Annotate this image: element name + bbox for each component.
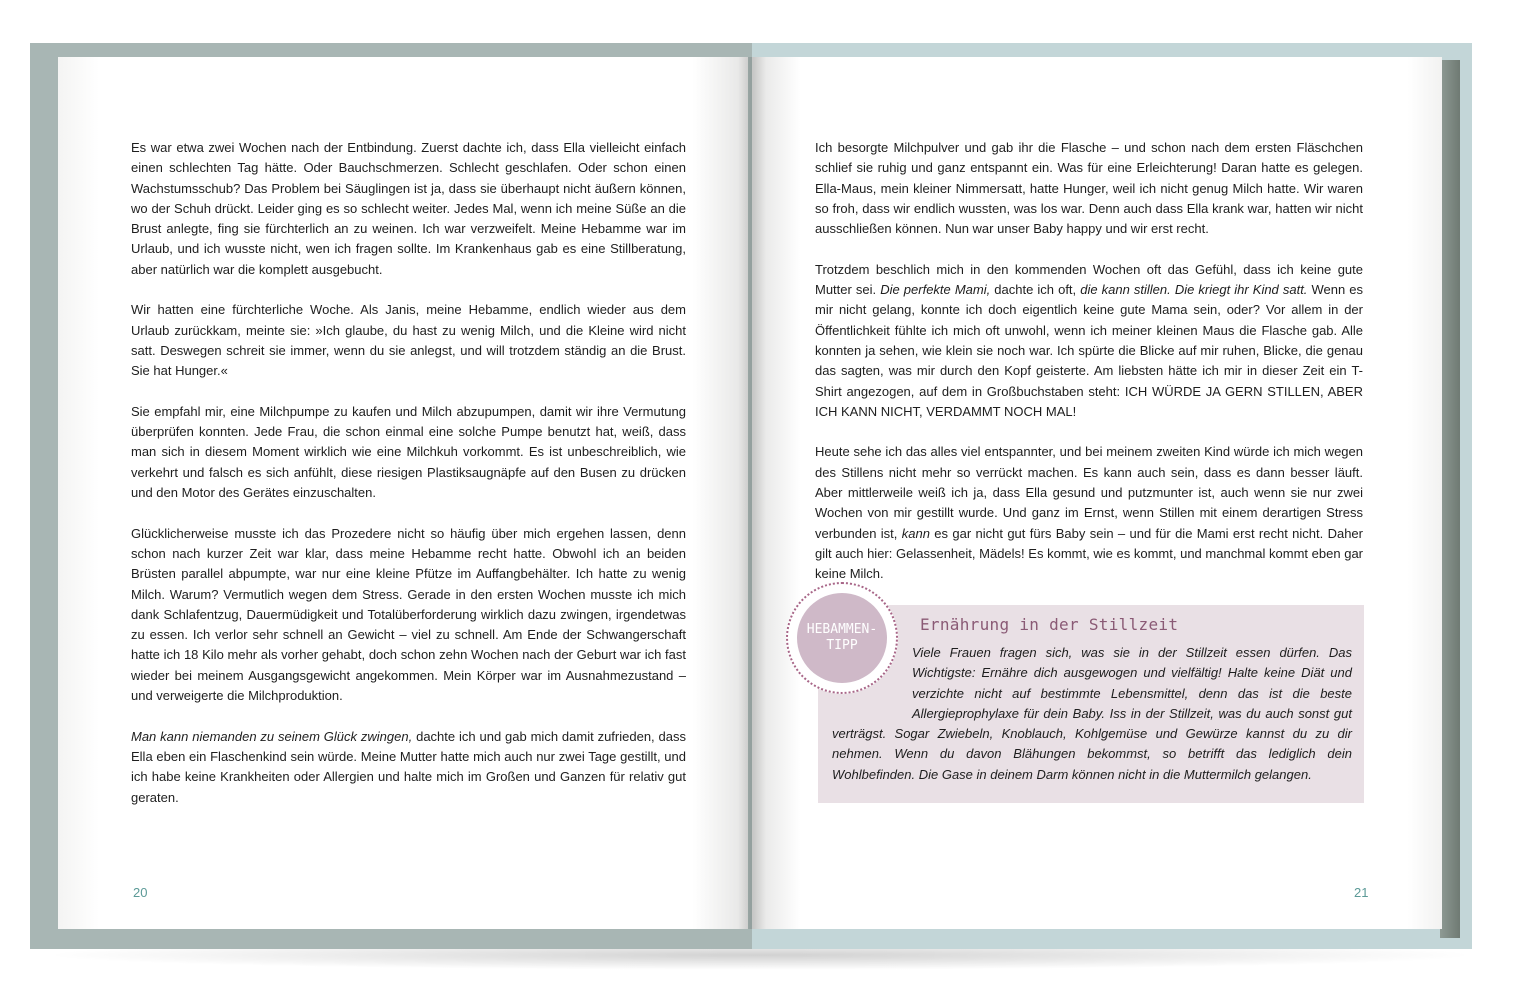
- page-block-edge: [1440, 60, 1460, 938]
- left-page-text: [131, 138, 686, 808]
- italic-phrase: die kann stillen. Die kriegt ihr Kind satt.: [1080, 282, 1308, 298]
- text-run: Wenn es mir nicht gelang, konnte ich doch eigentlich keine gute Mama sein, oder? Vor allem in der Öffentlichkeit fühlte ich mich oft unwohl, wenn ich meiner kleinen Maus die Flasche gab. Alle konnten ja sehen, wie klein sie noch war. Ich spürte die Blicke auf mir ruhen, Blicke, die genau das sagten, was mir durch den Kopf geisterte. Am liebsten hätte ich mir in dieser Zeit ein T-Shirt angezogen, auf dem in Großbuchstaben steht: ICH WÜRDE JA GERN STILLEN, ABER ICH KANN NICHT, VERDAMMT NOCH MAL!: [815, 282, 1364, 419]
- tip-badge: [797, 593, 887, 683]
- italic-phrase: kann: [901, 525, 930, 541]
- book-gutter: [738, 57, 766, 929]
- paragraph: [815, 442, 1363, 584]
- text-run: es gar nicht gut fürs Baby sein – und für die Mami erst recht nicht. Daher gilt auch hier: Gelassenheit, Mädels! Es kommt, wie es kommt, und manchmal kommt eben gar keine Milch.: [815, 525, 1363, 582]
- text-run: dachte ich oft,: [990, 282, 1081, 298]
- italic-phrase: Man kann niemanden zu seinem Glück zwingen,: [131, 728, 413, 744]
- paragraph: [131, 727, 686, 808]
- badge-line: HEBAMMEN-: [806, 622, 878, 637]
- paragraph: [815, 260, 1363, 422]
- paragraph: Es war etwa zwei Wochen nach der Entbindung. Zuerst dachte ich, dass Ella vielleicht einfach einen schlechten Tag hätte. Oder Bauchschmerzen. Schlecht geschlafen. Oder schon einen Wachstumsschub? Das Problem bei Säuglingen ist ja, dass sie überhaupt nicht äußern können, wo der Schuh drückt. Leider ging es so schlecht weiter. Jedes Mal, wenn ich meine Süße an die Brust anlegte, fing sie fürchterlich an zu weinen. Ich war verzweifelt. Meine Hebamme war im Urlaub, und ich wusste nicht, wen ich fragen sollte. Im Krankenhaus gab es eine Stillberatung, aber natürlich war die komplett ausgebucht.: [131, 140, 686, 277]
- tip-body: [832, 643, 1352, 785]
- italic-phrase: Die perfekte Mami,: [880, 282, 991, 298]
- paragraph: Ich besorgte Milchpulver und gab ihr die Flasche – und schon nach dem ersten Fläschchen schlief sie ruhig und ganz entspannt ein. Was für eine Erleichterung! Daran hatte es gelegen. Ella-Maus, mein kleiner Nimmersatt, hatte Hunger, weil ich nicht genug Milch hatte. Wir waren so froh, dass wir endlich wussten, was los war. Denn auch dass Ella krank war, hatten wir nicht ausschließen können. Nun war unser Baby happy und wir erst recht.: [815, 140, 1363, 237]
- badge-line: TIPP: [826, 638, 858, 653]
- right-page-text: [815, 138, 1363, 585]
- paragraph: Sie empfahl mir, eine Milchpumpe zu kaufen und Milch abzupumpen, damit wir ihre Vermutung überprüfen konnten. Jede Frau, die schon einmal eine solche Pumpe benutzt hat, weiß, dass man sich in diesem Moment wirklich wie eine Milchkuh vorkommt. Es ist unbeschreiblich, wie verkehrt und falsch es sich anfühlt, diese riesigen Plastiksaugnäpfe auf den Busen zu drücken und den Motor des Gerätes einzuschalten.: [131, 403, 686, 501]
- page-number: 21: [1354, 885, 1369, 900]
- left-page: [58, 57, 748, 929]
- text-run: Heute sehe ich das alles viel entspannter, und bei meinem zweiten Kind würde ich mich wegen des Stillens nicht mehr so verrückt machen. Es kann auch sein, dass es dann besser läuft. Aber mittlerweile weiß ich ja, dass Ella gesund und putzmunter ist, auch wenn sie nur zwei Wochen von mir gestillt wurde. Und ganz im Ernst, wenn Stillen mit einem derartigen Stress verbunden ist,: [815, 444, 1363, 541]
- tip-body-text: Viele Frauen fragen sich, was sie in der Stillzeit essen dürfen. Das Wichtigste: Ernähre dich ausgewogen und vielfältig! Halte keine Diät und verzichte nicht auf bestimmte Lebensmittel, denn das ist die beste Allergieprophylaxe für dein Baby. Iss in der Stillzeit, was du auch sonst gut verträgst. Sogar Zwiebeln, Knoblauch, Kohlgemüse und Gewürze kannst du zu dir nehmen. Wenn du davon Blähungen bekommst, so betrifft das lediglich dein Wohlbefinden. Die Gase in deinem Darm können nicht in die Muttermilch gelangen.: [832, 645, 1352, 782]
- paragraph: Wir hatten eine fürchterliche Woche. Als Janis, meine Hebamme, endlich wieder aus dem Urlaub zurückkam, meinte sie: »Ich glaube, du hast zu wenig Milch, und die Kleine wird nicht satt. Deswegen schreit sie immer, wenn du sie anlegst, und will trotzdem ständig an die Brust. Sie hat Hunger.«: [131, 302, 686, 379]
- tip-title: Ernährung in der Stillzeit: [920, 615, 1179, 634]
- text-run: Trotzdem beschlich mich in den kommenden Wochen oft das Gefühl, dass ich keine gute Mutter sei.: [815, 261, 1363, 298]
- right-page: [752, 57, 1442, 929]
- paragraph-rest: dachte ich und gab mich damit zufrieden, dass Ella eben ein Flaschenkind sein würde. Meine Mutter hatte mich auch nur zwei Tage gestillt, und ich habe keine Krankheiten oder Allergien und halte mich im Großen und Ganzen für relativ gut geraten.: [131, 728, 687, 805]
- page-number: 20: [133, 885, 148, 900]
- paragraph: Glücklicherweise musste ich das Prozedere nicht so häufig über mich ergehen lassen, denn schon nach kurzer Zeit war klar, dass meine Hebamme recht hatte. Obwohl ich an beiden Brüsten parallel abpumpte, war nur eine kleine Pfütze im Auffangbehälter. Ich hatte zu wenig Milch. Warum? Vermutlich wegen dem Stress. Gerade in den ersten Wochen musste ich mich dank Schlafentzug, Dauermüdigkeit und Totalüberforderung wirklich dazu zwingen, irgendetwas zu essen. Ich verlor sehr schnell an Gewicht – viel zu schnell. Am Ende der Schwangerschaft hatte ich 18 Kilo mehr als vorher gehabt, doch schon zehn Wochen nach der Geburt war ich fast wieder bei meinem Ausgangsgewicht angekommen. Mein Körper war im Ausnahmezustand – und verweigerte die Milchproduktion.: [131, 525, 686, 704]
